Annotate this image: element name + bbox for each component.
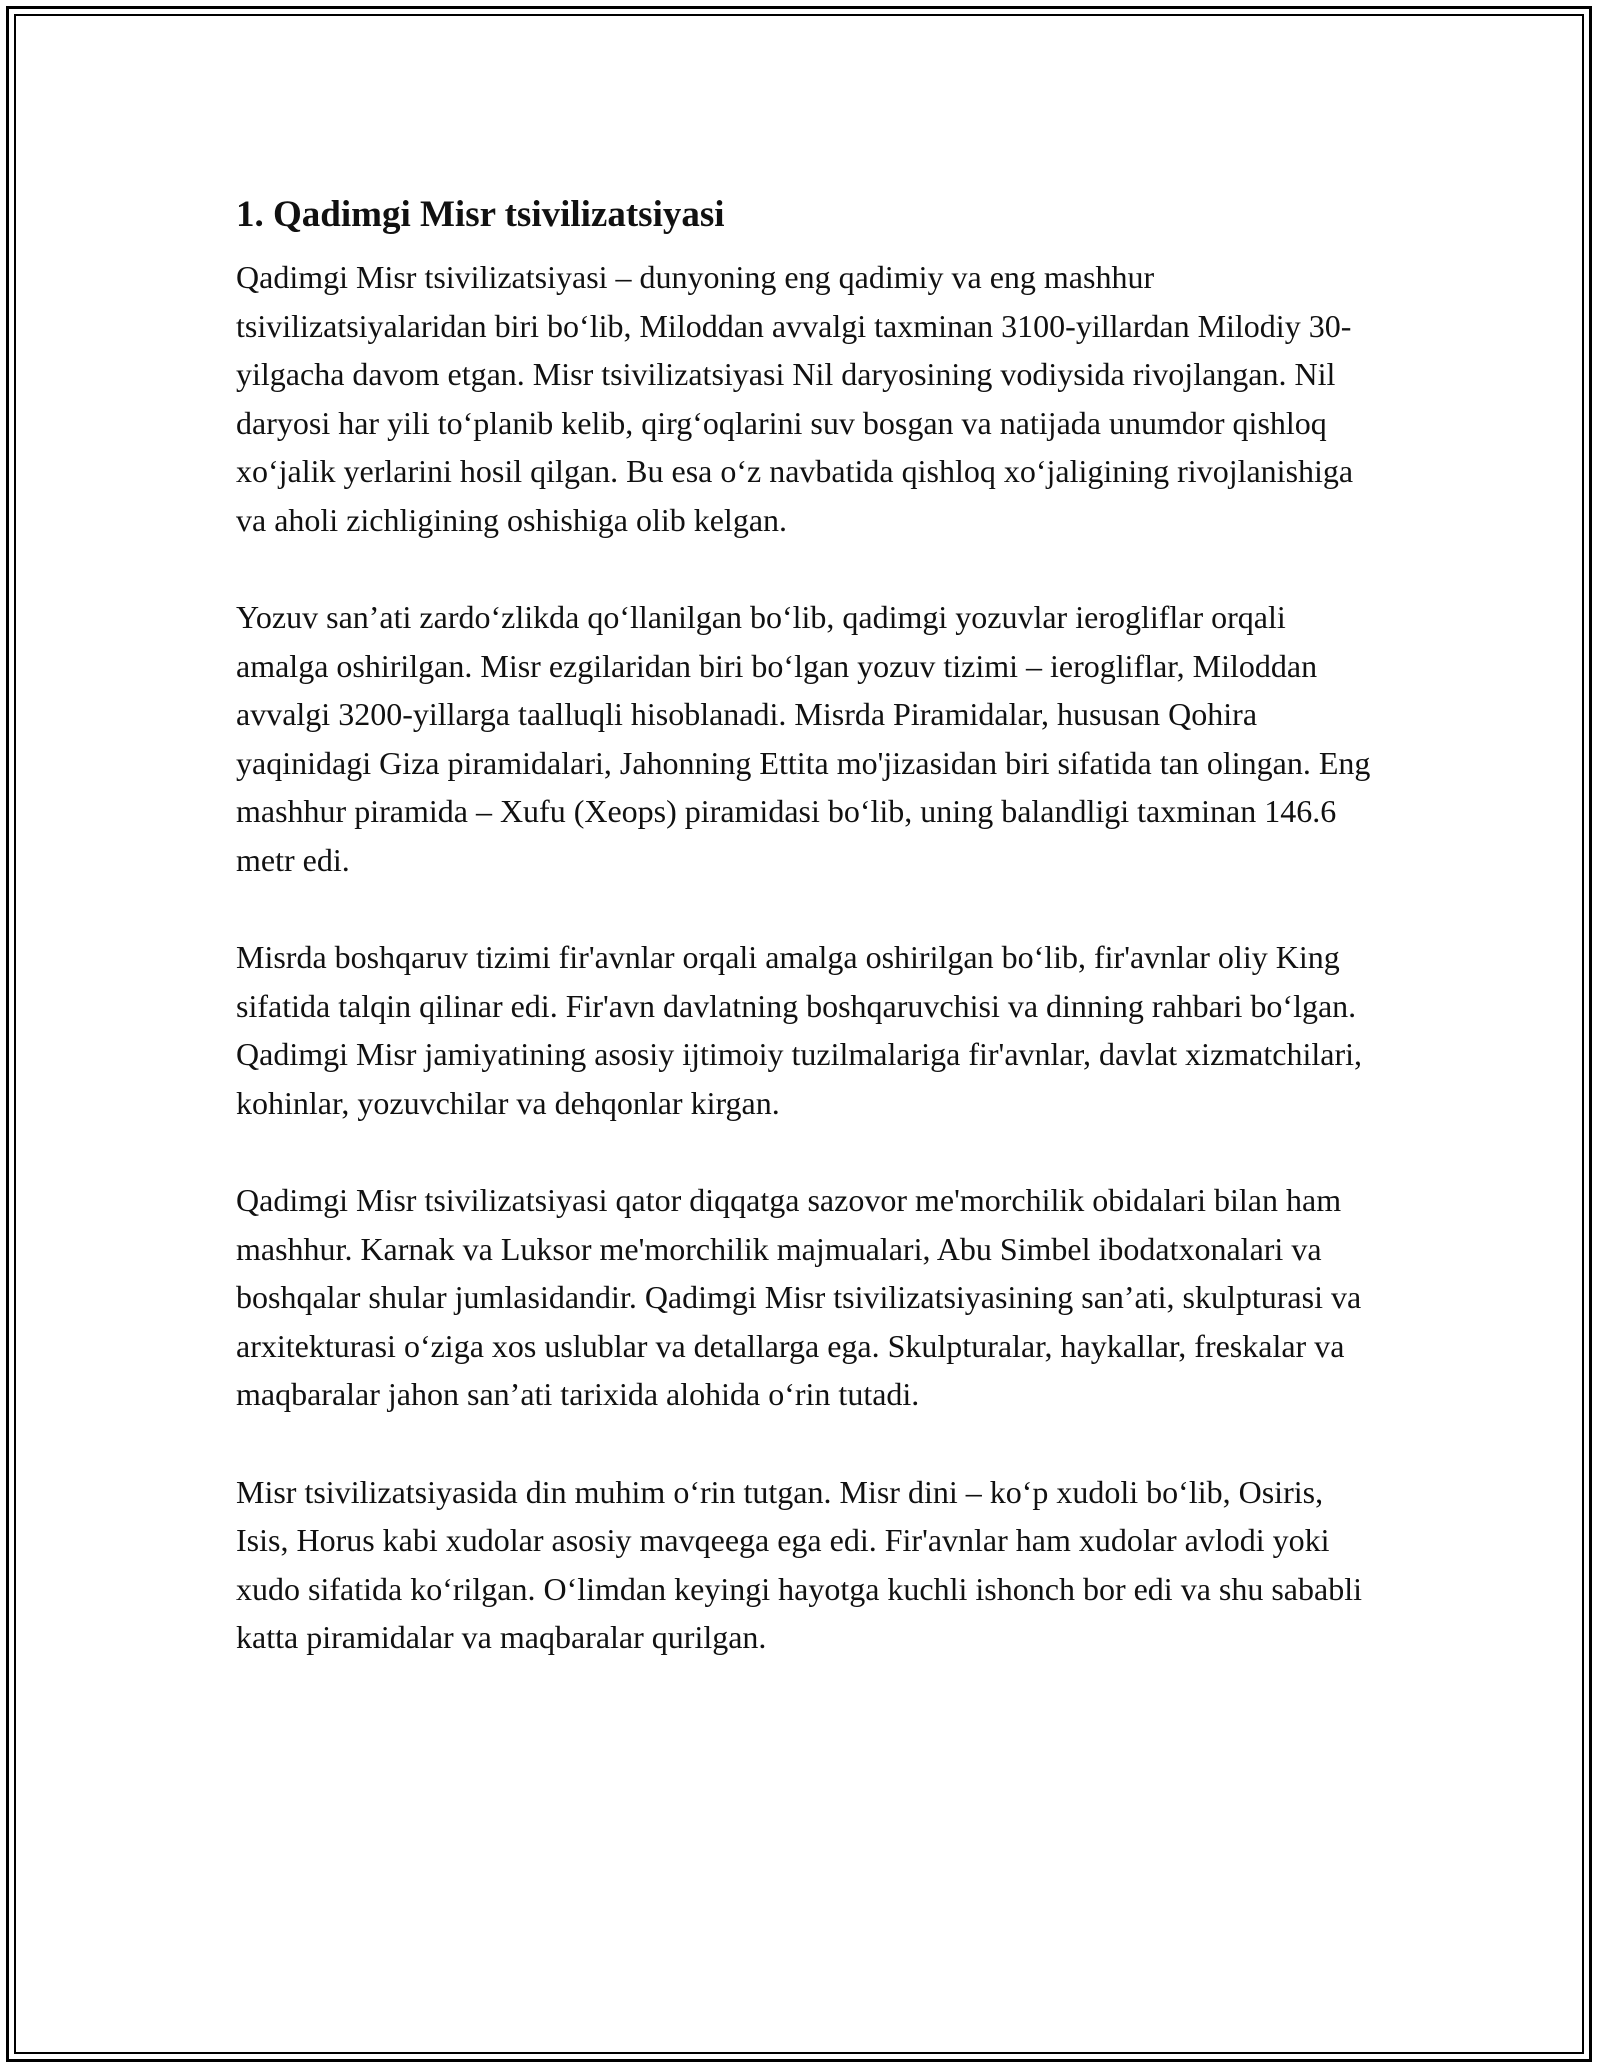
paragraph-writing-pyramids: Yozuv san’ati zardo‘zlikda qo‘llanilgan bo‘lib, qadimgi yozuvlar ierogliflar orqali amalga oshirilgan. Misr ezgilaridan biri bo‘lgan yozuv tizimi – ierogliflar, Miloddan avvalgi 3200-yillarga taalluqli hisoblanadi. Misrda Piramidalar, hususan Qohira yaqinidagi Giza piramidalari, Jahonning Ettita mo'jizasidan biri sifatida tan olingan. Eng mashhur piramida – Xufu (Xeops) piramidasi bo‘lib, uning balandligi taxminan 146.6 metr edi.	[236, 599, 1371, 878]
paragraph-intro: Qadimgi Misr tsivilizatsiyasi – dunyoning eng qadimiy va eng mashhur tsivilizatsiyalaridan biri bo‘lib, Miloddan avvalgi taxminan 3100-yillardan Milodiy 30-yilgacha davom etgan. Misr tsivilizatsiyasi Nil daryosining vodiysida rivojlangan. Nil daryosi har yili to‘planib kelib, qirg‘oqlarini suv bosgan va natijada unumdor qishloq xo‘jalik yerlarini hosil qilgan. Bu esa o‘z navbatida qishloq xo‘jaligining rivojlanishiga va aholi zichligining oshishiga olib kelgan.	[236, 259, 1354, 538]
paragraph-architecture: Qadimgi Misr tsivilizatsiyasi qator diqqatga sazovor me'morchilik obidalari bilan ham mashhur. Karnak va Luksor me'morchilik majmualari, Abu Simbel ibodatxonalari va boshqalar shular jumlasidandir. Qadimgi Misr tsivilizatsiyasining san’ati, skulpturasi va arxitekturasi o‘ziga xos uslublar va detallarga ega. Skulpturalar, haykallar, freskalar va maqbaralar jahon san’ati tarixida alohida o‘rin tutadi.	[236, 1182, 1362, 1412]
paragraph-governance: Misrda boshqaruv tizimi fir'avnlar orqali amalga oshirilgan bo‘lib, fir'avnlar oliy King sifatida talqin qilinar edi. Fir'avn davlatning boshqaruvchisi va dinning rahbari bo‘lgan. Qadimgi Misr jamiyatining asosiy ijtimoiy tuzilmalariga fir'avnlar, davlat xizmatchilari, kohinlar, yozuvchilar va dehqonlar kirgan.	[236, 939, 1362, 1121]
paragraph-religion: Misr tsivilizatsiyasida din muhim o‘rin tutgan. Misr dini – ko‘p xudoli bo‘lib, Osiris, Isis, Horus kabi xudolar asosiy mavqeega ega edi. Fir'avnlar ham xudolar avlodi yoki xudo sifatida ko‘rilgan. O‘limdan keyingi hayotga kuchli ishonch bor edi va shu sababli katta piramidalar va maqbaralar qurilgan.	[236, 1473, 1362, 1655]
section-heading: 1. Qadimgi Misr tsivilizatsiyasi	[236, 194, 725, 235]
document-body	[236, 185, 1376, 1711]
